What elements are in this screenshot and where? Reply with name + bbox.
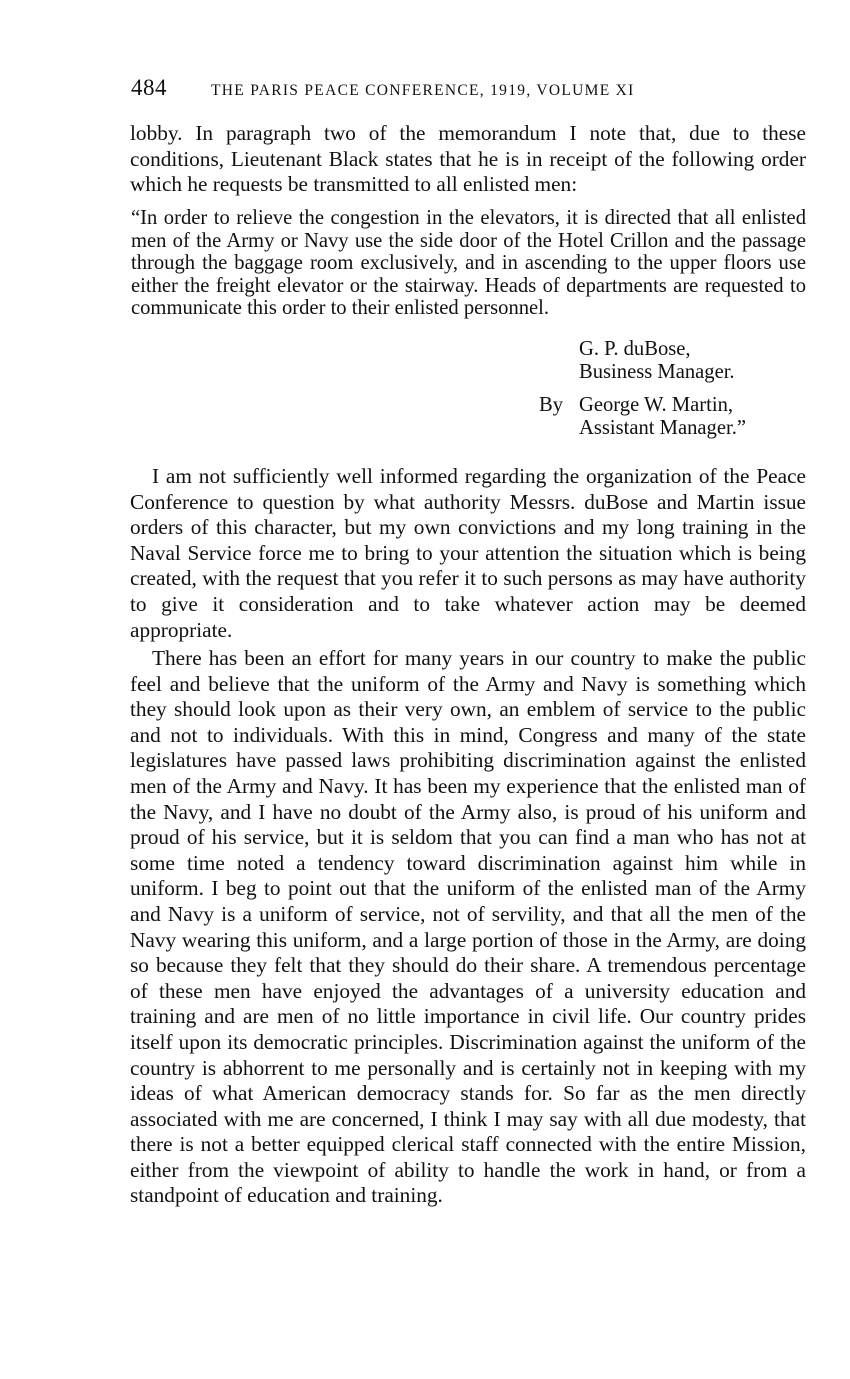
signatory-name-martin: George W. Martin, (579, 394, 734, 416)
paragraph-intro: lobby. In paragraph two of the memorandum I note that, due to these conditions, Lieutenant Black states that he is in receipt of the following order which he requests be transmitted to all enlisted men: (130, 121, 806, 197)
running-head (131, 75, 811, 105)
quoted-order: “In order to relieve the congestion in the elevators, it is directed that all enlisted men of the Army or Navy use the side door of the Hotel Crillon and the passage through the baggage room exclusively, and in ascending to the upper floors use either the freight elevator or the stairway. Heads of departments are requested to communicate this order to their enlisted personnel. (131, 207, 806, 319)
by-word: By (539, 394, 564, 416)
signatory-name-dubose: G. P. duBose, (579, 338, 691, 360)
signatory-title-business-manager: Business Manager. (579, 361, 735, 383)
signatory-line-martin (539, 394, 809, 417)
page-number: 484 (131, 75, 167, 100)
paragraph-authority: I am not sufficiently well informed regarding the organization of the Peace Conference to question by what authority Messrs. duBose and Martin issue orders of this character, but my own convictions and my long training in the Naval Service force me to bring to your attention the situation which is being created, with the request that you refer it to such persons as may have authority to give it consideration and to take whatever action may be deemed appropriate. (130, 464, 806, 642)
running-title: THE PARIS PEACE CONFERENCE, 1919, VOLUME XI (211, 82, 635, 99)
paragraph-uniform: There has been an effort for many years in our country to make the public feel and believe that the uniform of the Army and Navy is something which they should look upon as their very own, an emblem of service to the public and not to individuals. With this in mind, Congress and many of the state legislatures have passed laws prohibiting discrimination against the enlisted men of the Army and Navy. It has been my experience that the enlisted man of the Navy, and I have no doubt of the Army also, is proud of his uniform and proud of his service, but it is seldom that you can find a man who has not at some time noted a tendency toward discrimination against him while in uniform. I beg to point out that the uniform of the enlisted man of the Army and Navy is a uniform of service, not of servility, and that all the men of the Navy wearing this uniform, and a large portion of those in the Army, are doing so because they felt that they should do their share. A tremendous percentage of these men have enjoyed the advantages of a university education and training and are men of no little importance in civil life. Our country prides itself upon its democratic principles. Discrimination against the uniform of the country is abhorrent to me personally and is certainly not in keeping with my ideas of what American democracy stands for. So far as the men directly associated with me are concerned, I think I may say with all due modesty, that there is not a better equipped clerical staff connected with the entire Mission, either from the viewpoint of ability to handle the work in hand, or from a standpoint of education and training. (130, 646, 806, 1208)
signatory-title-assistant-manager: Assistant Manager.” (579, 417, 747, 439)
signature-block (539, 338, 809, 440)
